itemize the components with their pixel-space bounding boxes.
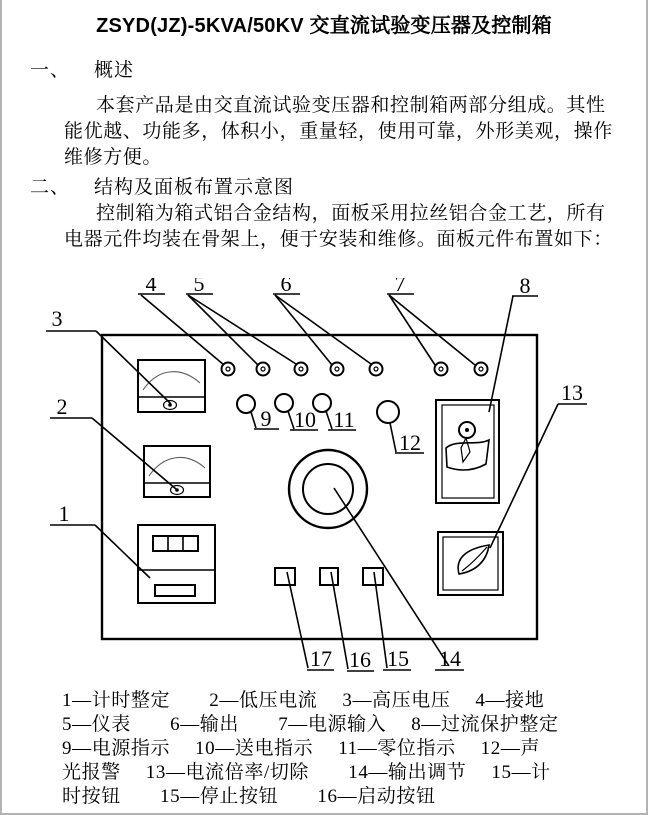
start-button [320, 568, 338, 585]
section-1-number: 一、 [30, 60, 71, 81]
protection-pointer [461, 438, 470, 462]
section-2-number: 二、 [30, 177, 71, 198]
section-1-paragraph [64, 93, 630, 171]
overcurrent-protection-box [436, 400, 499, 503]
panel-layout-figure [0, 278, 648, 690]
meter-terminal [295, 363, 308, 376]
callout-3-label: 3 [51, 306, 63, 331]
output-terminal [370, 363, 383, 376]
callout-1-label: 1 [58, 501, 70, 526]
stop-button [363, 568, 383, 585]
section-1-heading [30, 55, 134, 82]
power-input-terminal [435, 363, 448, 376]
timing-button [275, 568, 295, 585]
terminal-row [222, 363, 488, 376]
legend-line: 光报警 13—电流倍率/切除 14—输出调节 15—计 [62, 762, 551, 783]
lv-current-meter [144, 446, 210, 497]
callout-17-label: 17 [310, 646, 332, 671]
energize-indicator-lamp [275, 394, 293, 412]
callout-6-label: 6 [280, 278, 292, 296]
figure-legend [62, 689, 632, 809]
section-2-heading [30, 172, 294, 199]
paragraph-line: 控制箱为箱式铝合金结构，面板采用拉丝铝合金工艺，所有 [96, 203, 606, 224]
power-indicator-lamp [237, 395, 255, 413]
paragraph-line: 本套产品是由交直流试验变压器和控制箱两部分组成。其性 [96, 95, 606, 116]
paragraph-line: 维修方便。 [64, 147, 163, 168]
legend-line: 时按钮 15—停止按钮 16—启动按钮 [62, 786, 436, 807]
callout-5-label: 5 [193, 278, 205, 296]
callout-7-label: 7 [394, 278, 406, 296]
panel-outline [102, 335, 537, 639]
callout-13-label: 13 [561, 380, 583, 405]
panel-diagram [0, 278, 648, 690]
callout-14-label: 14 [439, 646, 461, 671]
paragraph-line: 能优越、功能多，体积小，重量轻，使用可靠，外形美观，操作 [64, 121, 613, 142]
legend-line: 1—计时整定 2—低压电流 3—高压电压 4—接地 [62, 690, 545, 711]
callout-12-label: 12 [399, 430, 421, 455]
section-1-title: 概述 [94, 60, 135, 81]
legend-line: 9—电源指示 10—送电指示 11—零位指示 12—声 [62, 738, 541, 759]
hv-voltage-meter [138, 360, 205, 412]
section-2-title: 结构及面板布置示意图 [94, 177, 295, 198]
callout-numbers [52, 278, 584, 672]
power-input-terminal [475, 363, 488, 376]
callout-4-label: 4 [145, 278, 157, 296]
timer-digit-display [153, 536, 198, 551]
callout-2-label: 2 [56, 394, 68, 419]
callout-16-label: 16 [349, 647, 371, 672]
timer-unit [138, 525, 215, 603]
callout-15-label: 15 [387, 646, 409, 671]
callout-11-label: 11 [333, 407, 355, 432]
callout-8-label: 8 [519, 278, 531, 298]
alarm-lamp [377, 401, 399, 423]
output-adjust-knob [289, 450, 367, 528]
callout-9-label: 9 [260, 406, 272, 431]
callout-10-label: 10 [294, 407, 316, 432]
legend-line: 5—仪表 6—输出 7—电源输入 8—过流保护整定 [62, 714, 559, 735]
page-title: ZSYD(JZ)-5KVA/50KV 交直流试验变压器及控制箱 [96, 15, 552, 37]
section-2-paragraph [64, 201, 630, 253]
callout-leader-lines [46, 294, 587, 671]
paragraph-line: 电器元件均装在骨架上，便于安装和维修。面板元件布置如下： [64, 229, 613, 250]
